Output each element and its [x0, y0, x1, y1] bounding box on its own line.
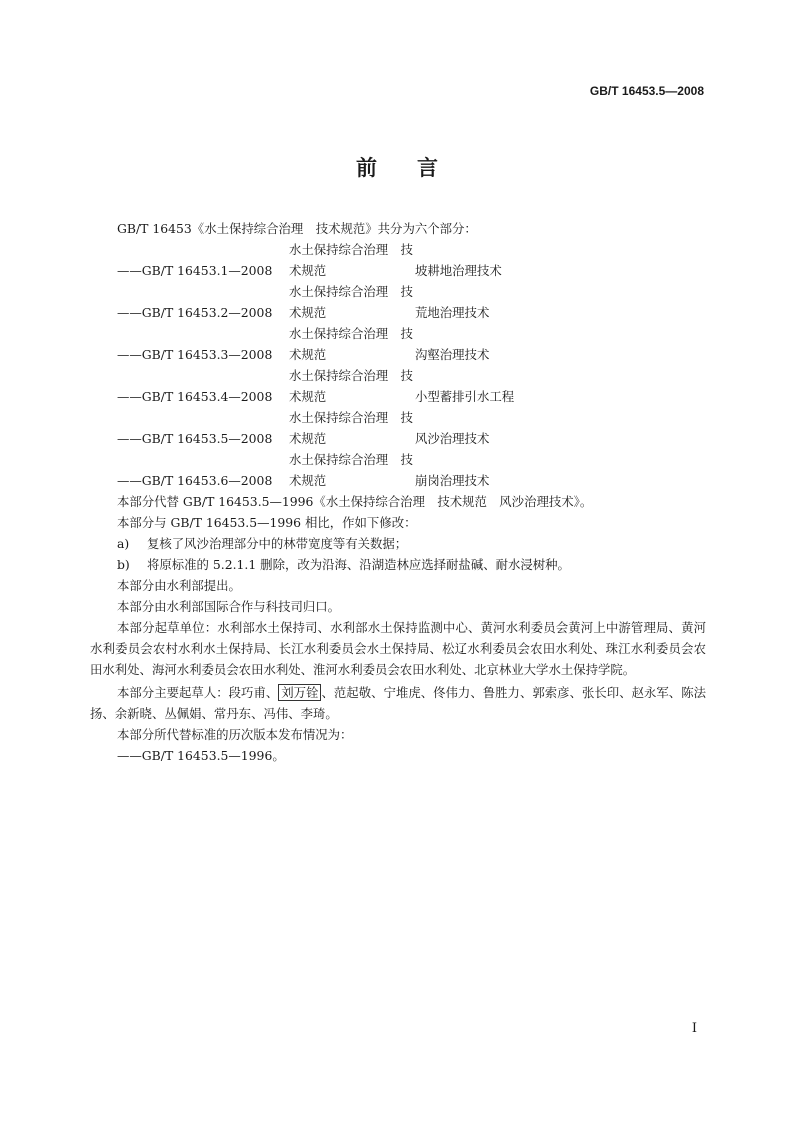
part-code: ——GB/T 16453.6—2008 — [117, 473, 273, 488]
change-item-a — [90, 533, 706, 554]
foreword-body — [90, 218, 706, 766]
part-title: 水土保持综合治理 技术规范 — [289, 368, 413, 404]
change-text: 将原标准的 5.2.1.1 删除，改为沿海、沿湖造林应选择耐盐碱、耐水浸树种。 — [147, 557, 570, 572]
change-item-b — [90, 554, 706, 575]
list-marker: b) — [117, 557, 130, 572]
part-subject: 沟壑治理技术 — [415, 347, 490, 362]
part-title: 水土保持综合治理 技术规范 — [289, 284, 413, 320]
list-marker: a) — [117, 536, 130, 551]
proposed-by-paragraph: 本部分由水利部提出。 — [117, 578, 241, 593]
part-code: ——GB/T 16453.5—2008 — [117, 431, 273, 446]
part-subject: 小型蓄排引水工程 — [415, 389, 515, 404]
compare-paragraph: 本部分与 GB/T 16453.5—1996 相比，作如下修改： — [117, 515, 417, 530]
part-title: 水土保持综合治理 技术规范 — [289, 410, 413, 446]
managed-by-paragraph: 本部分由水利部国际合作与科技司归口。 — [117, 599, 341, 614]
history-item: ——GB/T 16453.5—1996。 — [117, 748, 285, 763]
part-code: ——GB/T 16453.2—2008 — [117, 305, 273, 320]
part-line-6 — [90, 449, 706, 491]
drafters-suffix: 、范起敬、宁堆虎、佟伟力、鲁胜力、郭索彦、张长印、赵永军、陈法扬、余新晓、丛佩娟、常丹东、冯伟、李琦。 — [90, 685, 707, 721]
history-intro-paragraph: 本部分所代替标准的历次版本发布情况为： — [117, 727, 353, 742]
part-code: ——GB/T 16453.4—2008 — [117, 389, 273, 404]
part-title: 水土保持综合治理 技术规范 — [289, 242, 413, 278]
highlighted-name: 刘万铨 — [278, 684, 321, 701]
drafters-prefix: 本部分主要起草人：段巧甫、 — [117, 685, 279, 700]
part-line-1 — [90, 239, 706, 281]
change-text: 复核了风沙治理部分中的林带宽度等有关数据； — [147, 536, 408, 551]
drafting-units-paragraph: 本部分起草单位：水利部水土保持司、水利部水土保持监测中心、黄河水利委员会黄河上中游管理局、黄河水利委员会农村水利水土保持局、长江水利委员会水土保持局、松辽水利委员会农田水利处、珠江水利委员会农田水利处、海河水利委员会农田水利处、淮河水利委员会农田水利处、北京林业大学水土保持学院。 — [90, 620, 706, 677]
page-number: I — [691, 1021, 697, 1036]
part-line-4 — [90, 365, 706, 407]
standard-code: GB/T 16453.5—2008 — [589, 84, 704, 98]
part-title: 水土保持综合治理 技术规范 — [289, 326, 413, 362]
part-code: ——GB/T 16453.3—2008 — [117, 347, 273, 362]
part-title: 水土保持综合治理 技术规范 — [289, 452, 413, 488]
part-subject: 风沙治理技术 — [415, 431, 490, 446]
part-code: ——GB/T 16453.1—2008 — [117, 263, 273, 278]
part-subject: 崩岗治理技术 — [415, 473, 490, 488]
replaces-paragraph: 本部分代替 GB/T 16453.5—1996《水土保持综合治理 技术规范 风沙治理技术》。 — [117, 494, 593, 509]
part-subject: 荒地治理技术 — [415, 305, 490, 320]
part-line-5 — [90, 407, 706, 449]
page-title: 前言 — [356, 156, 478, 180]
drafters-paragraph — [90, 682, 706, 724]
part-line-3 — [90, 323, 706, 365]
intro-paragraph: GB/T 16453《水土保持综合治理 技术规范》共分为六个部分： — [117, 221, 477, 236]
part-subject: 坡耕地治理技术 — [415, 263, 502, 278]
part-line-2 — [90, 281, 706, 323]
